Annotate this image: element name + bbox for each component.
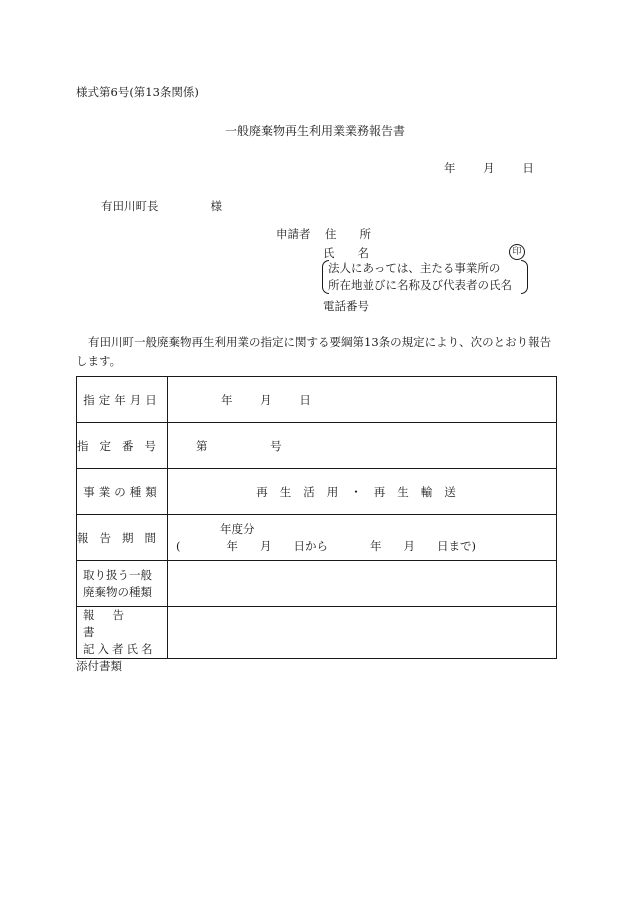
addressee-honorific: 様 bbox=[210, 199, 222, 213]
form-id: 様式第6号(第13条関係) bbox=[76, 85, 199, 99]
period-open-paren: ( bbox=[176, 538, 181, 553]
waste-type-label bbox=[77, 561, 168, 607]
date-year: 年 bbox=[444, 161, 456, 175]
period-year2: 年 bbox=[370, 538, 382, 553]
period-year1: 年 bbox=[226, 538, 238, 553]
waste-type-cell[interactable] bbox=[168, 561, 557, 607]
reporter-name-label-line2: 記入者氏名 bbox=[83, 642, 156, 656]
number-dai: 第 bbox=[196, 438, 208, 453]
applicant-name-label: 氏 名 bbox=[323, 246, 369, 260]
table-row bbox=[77, 607, 557, 659]
date-line bbox=[444, 160, 534, 176]
report-period-label: 報告期間 bbox=[77, 515, 168, 561]
report-table bbox=[76, 376, 557, 659]
table-row bbox=[77, 561, 557, 607]
addressee bbox=[101, 198, 222, 214]
right-bracket bbox=[521, 260, 528, 294]
reporter-name-cell[interactable] bbox=[168, 607, 557, 659]
applicant-label: 申請者 bbox=[276, 227, 311, 241]
addressee-name: 有田川町長 bbox=[101, 199, 159, 213]
period-until: 日まで) bbox=[437, 538, 476, 553]
attachments-label: 添付書類 bbox=[76, 659, 122, 673]
designation-date-cell[interactable] bbox=[168, 377, 557, 423]
table-row bbox=[77, 423, 557, 469]
report-period-cell[interactable] bbox=[168, 515, 557, 561]
business-type-cell[interactable] bbox=[168, 469, 557, 515]
corporate-note-line2: 所在地並びに名称及び代表者の氏名 bbox=[328, 278, 512, 292]
designation-date-label: 指定年月日 bbox=[77, 377, 168, 423]
document-title: 一般廃棄物再生利用業業務報告書 bbox=[224, 124, 405, 138]
period-from: 日から bbox=[293, 538, 328, 553]
designation-number-label: 指定番号 bbox=[77, 423, 168, 469]
date-month: 月 bbox=[483, 161, 495, 175]
period-month2: 月 bbox=[403, 538, 415, 553]
waste-type-label-line1: 取り扱う一般 bbox=[83, 567, 152, 582]
date-day: 日 bbox=[522, 161, 534, 175]
body-text: 有田川町一般廃棄物再生利用業の指定に関する要綱第13条の規定により、次のとおり報告します。 bbox=[76, 335, 552, 368]
applicant-address-label: 住 所 bbox=[325, 227, 371, 241]
table-row bbox=[77, 377, 557, 423]
designation-number-cell[interactable] bbox=[168, 423, 557, 469]
reporter-name-label-line1: 報告書 bbox=[83, 608, 142, 639]
waste-type-label-line2: 廃棄物の種類 bbox=[83, 584, 152, 599]
corporate-note-line1: 法人にあっては、主たる事業所の bbox=[328, 261, 501, 275]
fiscal-year-label: 年度分 bbox=[220, 521, 255, 536]
seal-mark: 印 bbox=[509, 244, 525, 260]
designation-month: 月 bbox=[260, 392, 272, 407]
table-row bbox=[77, 515, 557, 561]
period-month1: 月 bbox=[260, 538, 272, 553]
number-go: 号 bbox=[270, 438, 282, 453]
business-type-label: 事業の種類 bbox=[77, 469, 168, 515]
designation-day: 日 bbox=[299, 392, 311, 407]
table-row bbox=[77, 469, 557, 515]
designation-year: 年 bbox=[221, 392, 233, 407]
reporter-name-label bbox=[77, 607, 168, 659]
corporate-note bbox=[322, 259, 528, 295]
business-type-value: 再生活用・再生輸送 bbox=[256, 484, 468, 499]
phone-label: 電話番号 bbox=[323, 299, 369, 313]
